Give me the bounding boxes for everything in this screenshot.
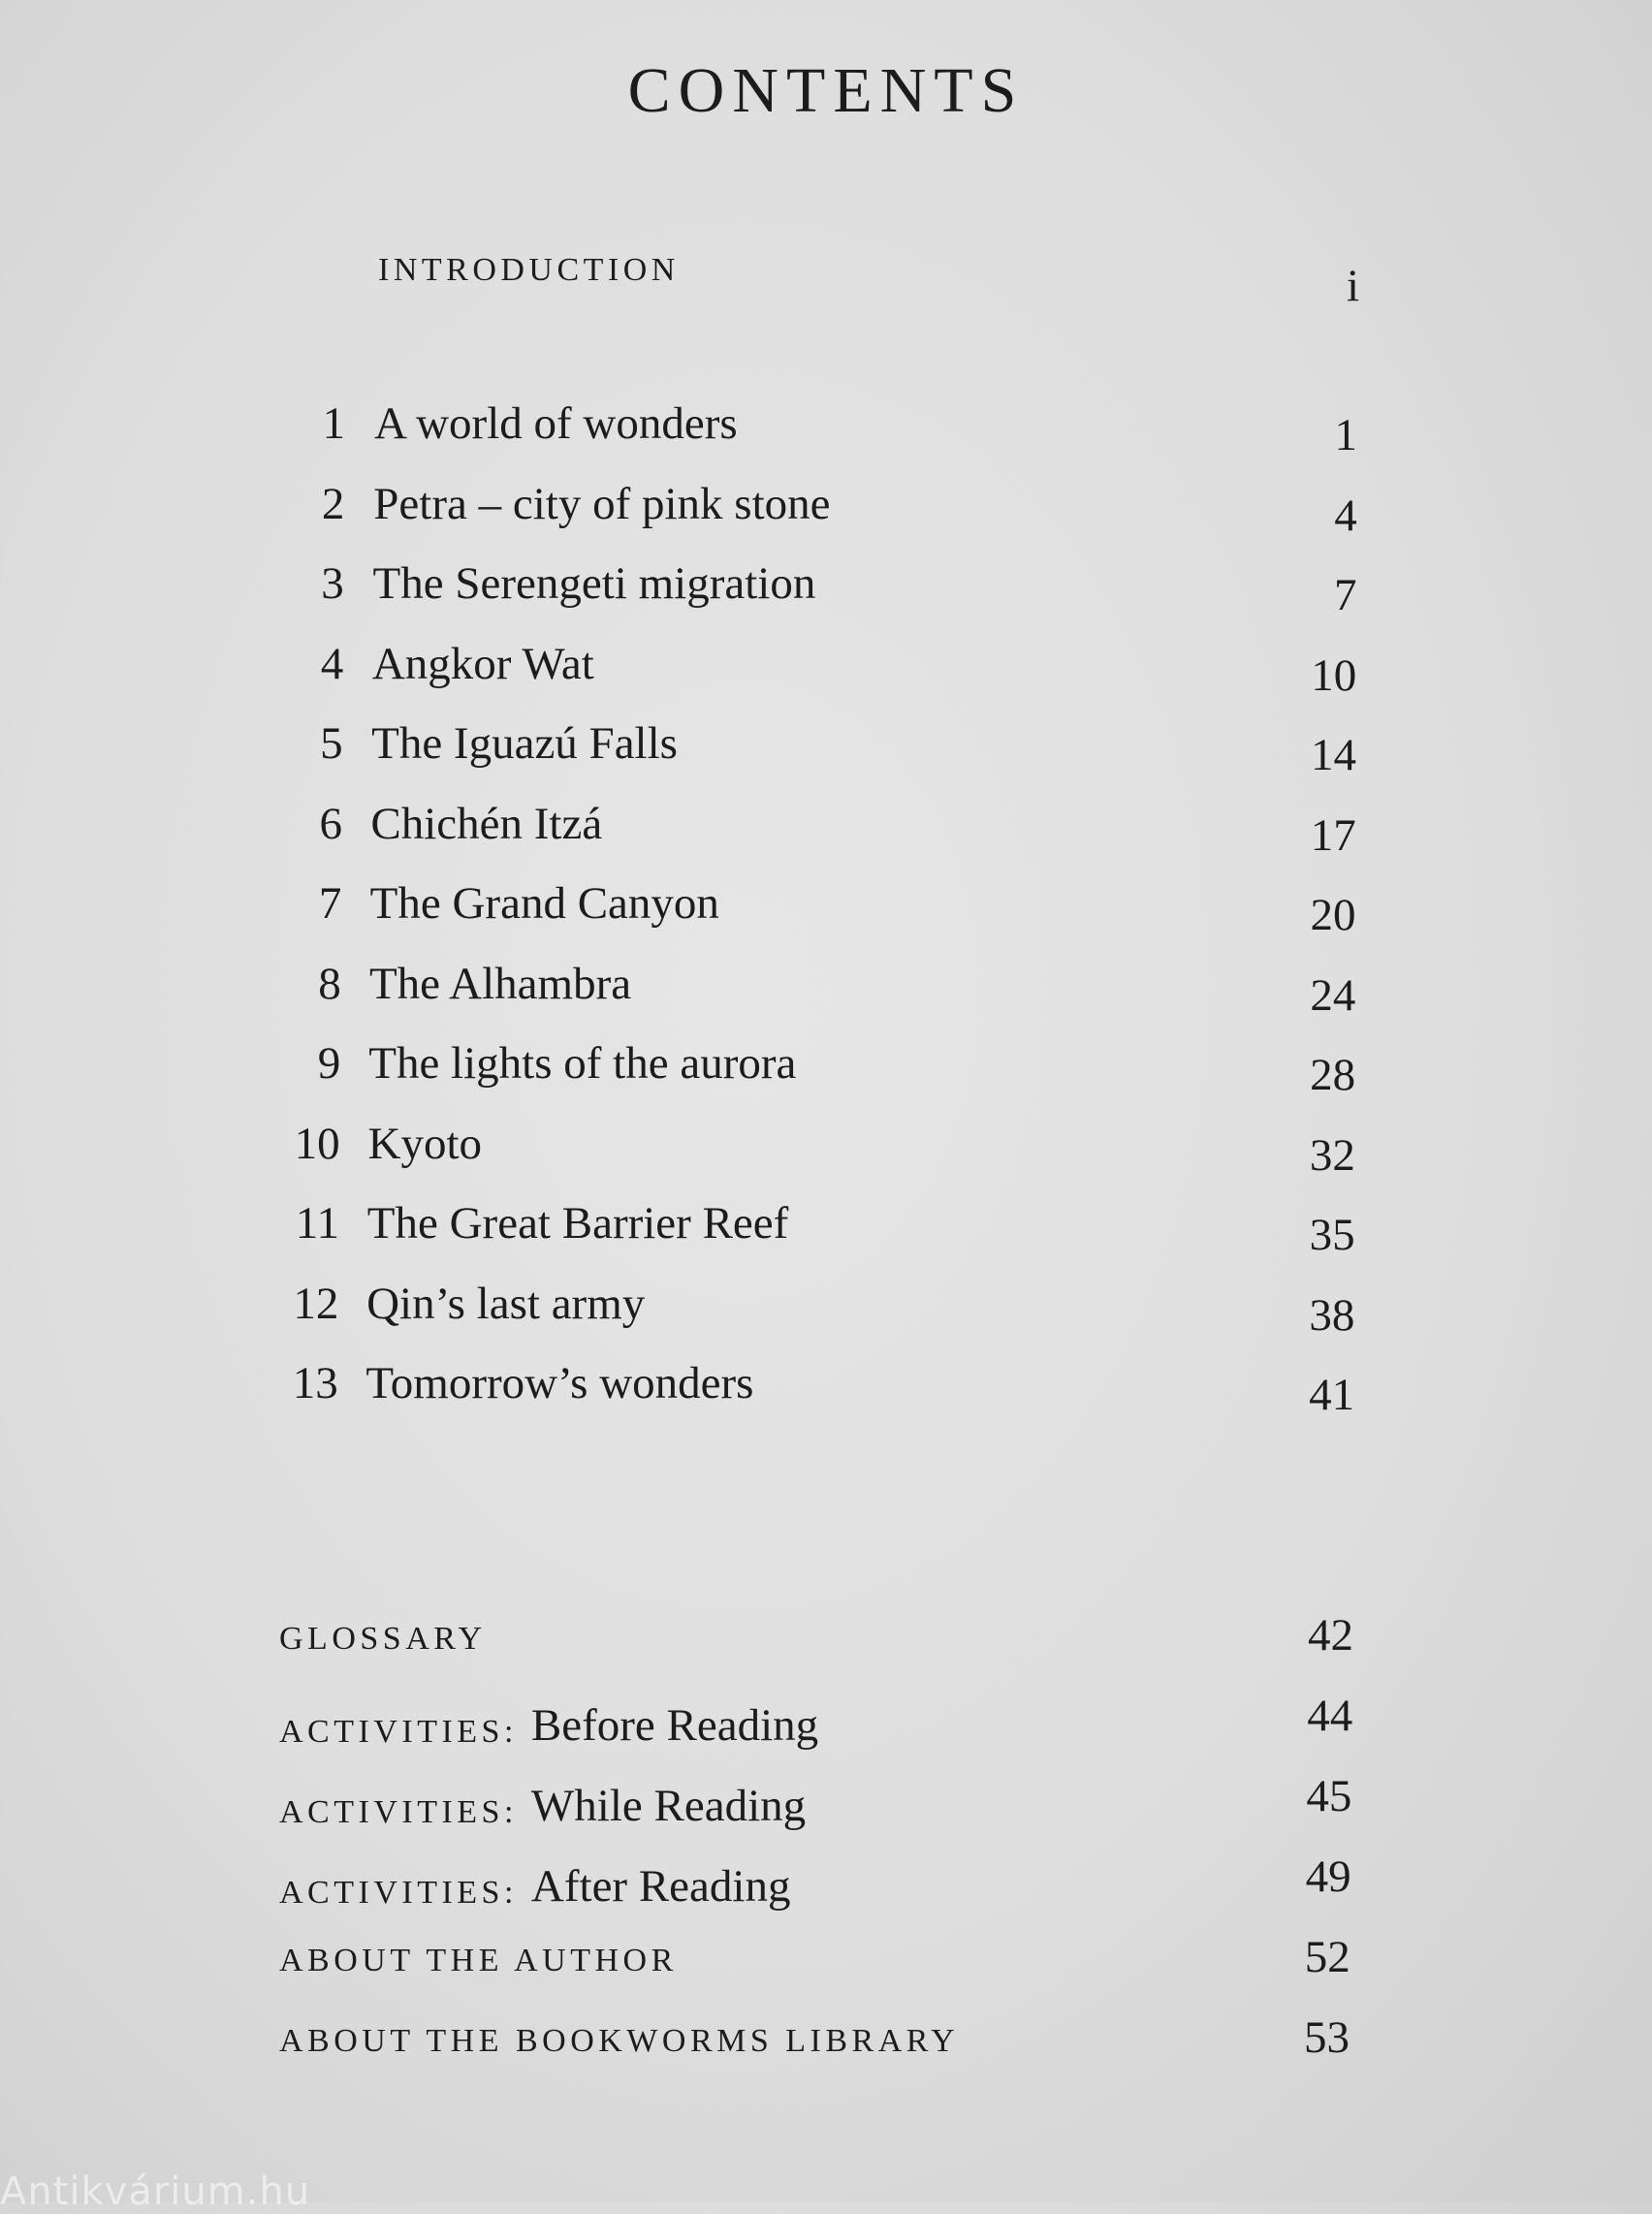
back-matter-entry xyxy=(0,1609,1652,1667)
chapter-title: The lights of the aurora xyxy=(368,1038,797,1089)
back-matter-entry xyxy=(0,2011,1652,2070)
back-matter-page: 42 xyxy=(1308,1610,1353,1660)
back-matter-page: 53 xyxy=(1304,2012,1350,2063)
back-matter-entry xyxy=(0,1850,1652,1912)
chapter-title: Tomorrow’s wonders xyxy=(365,1358,754,1408)
chapter-number: 4 xyxy=(320,638,344,689)
chapter-number: 8 xyxy=(318,958,341,1009)
chapter-page: 24 xyxy=(1310,969,1356,1021)
introduction-entry xyxy=(0,250,1652,311)
chapter-page: 28 xyxy=(1310,1050,1356,1100)
chapter-page: 4 xyxy=(1334,490,1357,541)
chapter-entry xyxy=(0,877,1652,940)
introduction-label: INTRODUCTION xyxy=(378,252,680,288)
page-title: CONTENTS xyxy=(627,55,1025,126)
chapter-entry xyxy=(0,1118,1652,1181)
chapter-number: 5 xyxy=(320,718,343,769)
chapter-title: Qin’s last army xyxy=(366,1278,646,1329)
back-matter-label-caps: ACTIVITIES: xyxy=(279,1875,518,1911)
chapter-entry xyxy=(0,478,1652,541)
chapter-page: 17 xyxy=(1310,809,1356,861)
chapter-number: 11 xyxy=(295,1198,339,1249)
back-matter-label-caps: ACTIVITIES: xyxy=(279,1794,518,1830)
chapter-title: Kyoto xyxy=(367,1118,483,1169)
chapter-title: The Great Barrier Reef xyxy=(366,1198,789,1249)
chapter-page: 38 xyxy=(1309,1289,1355,1341)
chapter-number: 6 xyxy=(319,798,342,849)
chapter-title: Chichén Itzá xyxy=(370,798,603,849)
chapter-number: 3 xyxy=(321,558,344,609)
back-matter-entry xyxy=(0,1690,1652,1751)
back-matter-entry xyxy=(0,1931,1652,1989)
chapter-number: 10 xyxy=(294,1118,340,1169)
back-matter-label-caps: ABOUT THE BOOKWORMS LIBRARY xyxy=(279,2023,960,2059)
chapter-entry xyxy=(0,557,1652,620)
back-matter-entry xyxy=(0,1770,1652,1831)
chapter-page: 32 xyxy=(1309,1129,1355,1181)
chapter-entry xyxy=(0,717,1652,780)
back-matter-label-caps: GLOSSARY xyxy=(279,1621,487,1657)
chapter-title: A world of wonders xyxy=(374,398,738,449)
introduction-page: i xyxy=(1346,261,1359,311)
chapter-page: 10 xyxy=(1311,649,1357,701)
back-matter-label xyxy=(279,1621,487,1658)
chapter-page: 20 xyxy=(1310,890,1356,940)
back-matter-label-caps: ABOUT THE AUTHOR xyxy=(279,1943,678,1978)
chapter-entry xyxy=(0,1197,1652,1260)
back-matter-page: 49 xyxy=(1305,1851,1351,1902)
back-matter-page: 44 xyxy=(1307,1691,1353,1741)
back-matter-label xyxy=(279,1701,818,1754)
back-matter-label xyxy=(279,2023,959,2060)
chapter-page: 41 xyxy=(1309,1370,1355,1420)
back-matter-subtitle: While Reading xyxy=(530,1781,807,1831)
back-matter-page: 45 xyxy=(1306,1771,1352,1821)
back-matter-label-caps: ACTIVITIES: xyxy=(279,1714,518,1750)
chapter-entry xyxy=(0,638,1652,701)
watermark: Antikvárium.hu xyxy=(0,2169,311,2214)
back-matter-subtitle: Before Reading xyxy=(530,1700,819,1751)
chapter-entry xyxy=(0,397,1652,460)
chapter-page: 35 xyxy=(1309,1210,1355,1260)
chapter-entry xyxy=(0,958,1652,1021)
chapter-entry xyxy=(0,1278,1652,1341)
chapter-title: The Grand Canyon xyxy=(369,878,719,929)
chapter-title: Angkor Wat xyxy=(371,638,594,689)
back-matter-label xyxy=(279,1782,806,1834)
chapter-number: 13 xyxy=(292,1358,338,1408)
chapter-number: 7 xyxy=(318,878,342,929)
chapter-entry xyxy=(0,1357,1652,1420)
chapter-number: 1 xyxy=(322,398,345,449)
chapter-page: 14 xyxy=(1311,730,1357,780)
back-matter-subtitle: After Reading xyxy=(530,1861,791,1912)
chapter-number: 12 xyxy=(293,1278,339,1329)
chapter-entry xyxy=(0,1037,1652,1100)
chapter-title: The Iguazú Falls xyxy=(371,718,678,769)
back-matter-page: 52 xyxy=(1304,1932,1350,1982)
chapter-title: Petra – city of pink stone xyxy=(373,478,831,529)
back-matter-label xyxy=(279,1862,790,1914)
chapter-title: The Serengeti migration xyxy=(372,558,816,609)
chapter-page: 7 xyxy=(1334,570,1357,620)
chapter-title: The Alhambra xyxy=(368,958,632,1009)
chapter-number: 9 xyxy=(317,1038,341,1089)
chapter-entry xyxy=(0,798,1652,861)
chapter-number: 2 xyxy=(321,478,345,529)
chapter-page: 1 xyxy=(1334,410,1357,460)
back-matter-label xyxy=(279,1943,678,1979)
